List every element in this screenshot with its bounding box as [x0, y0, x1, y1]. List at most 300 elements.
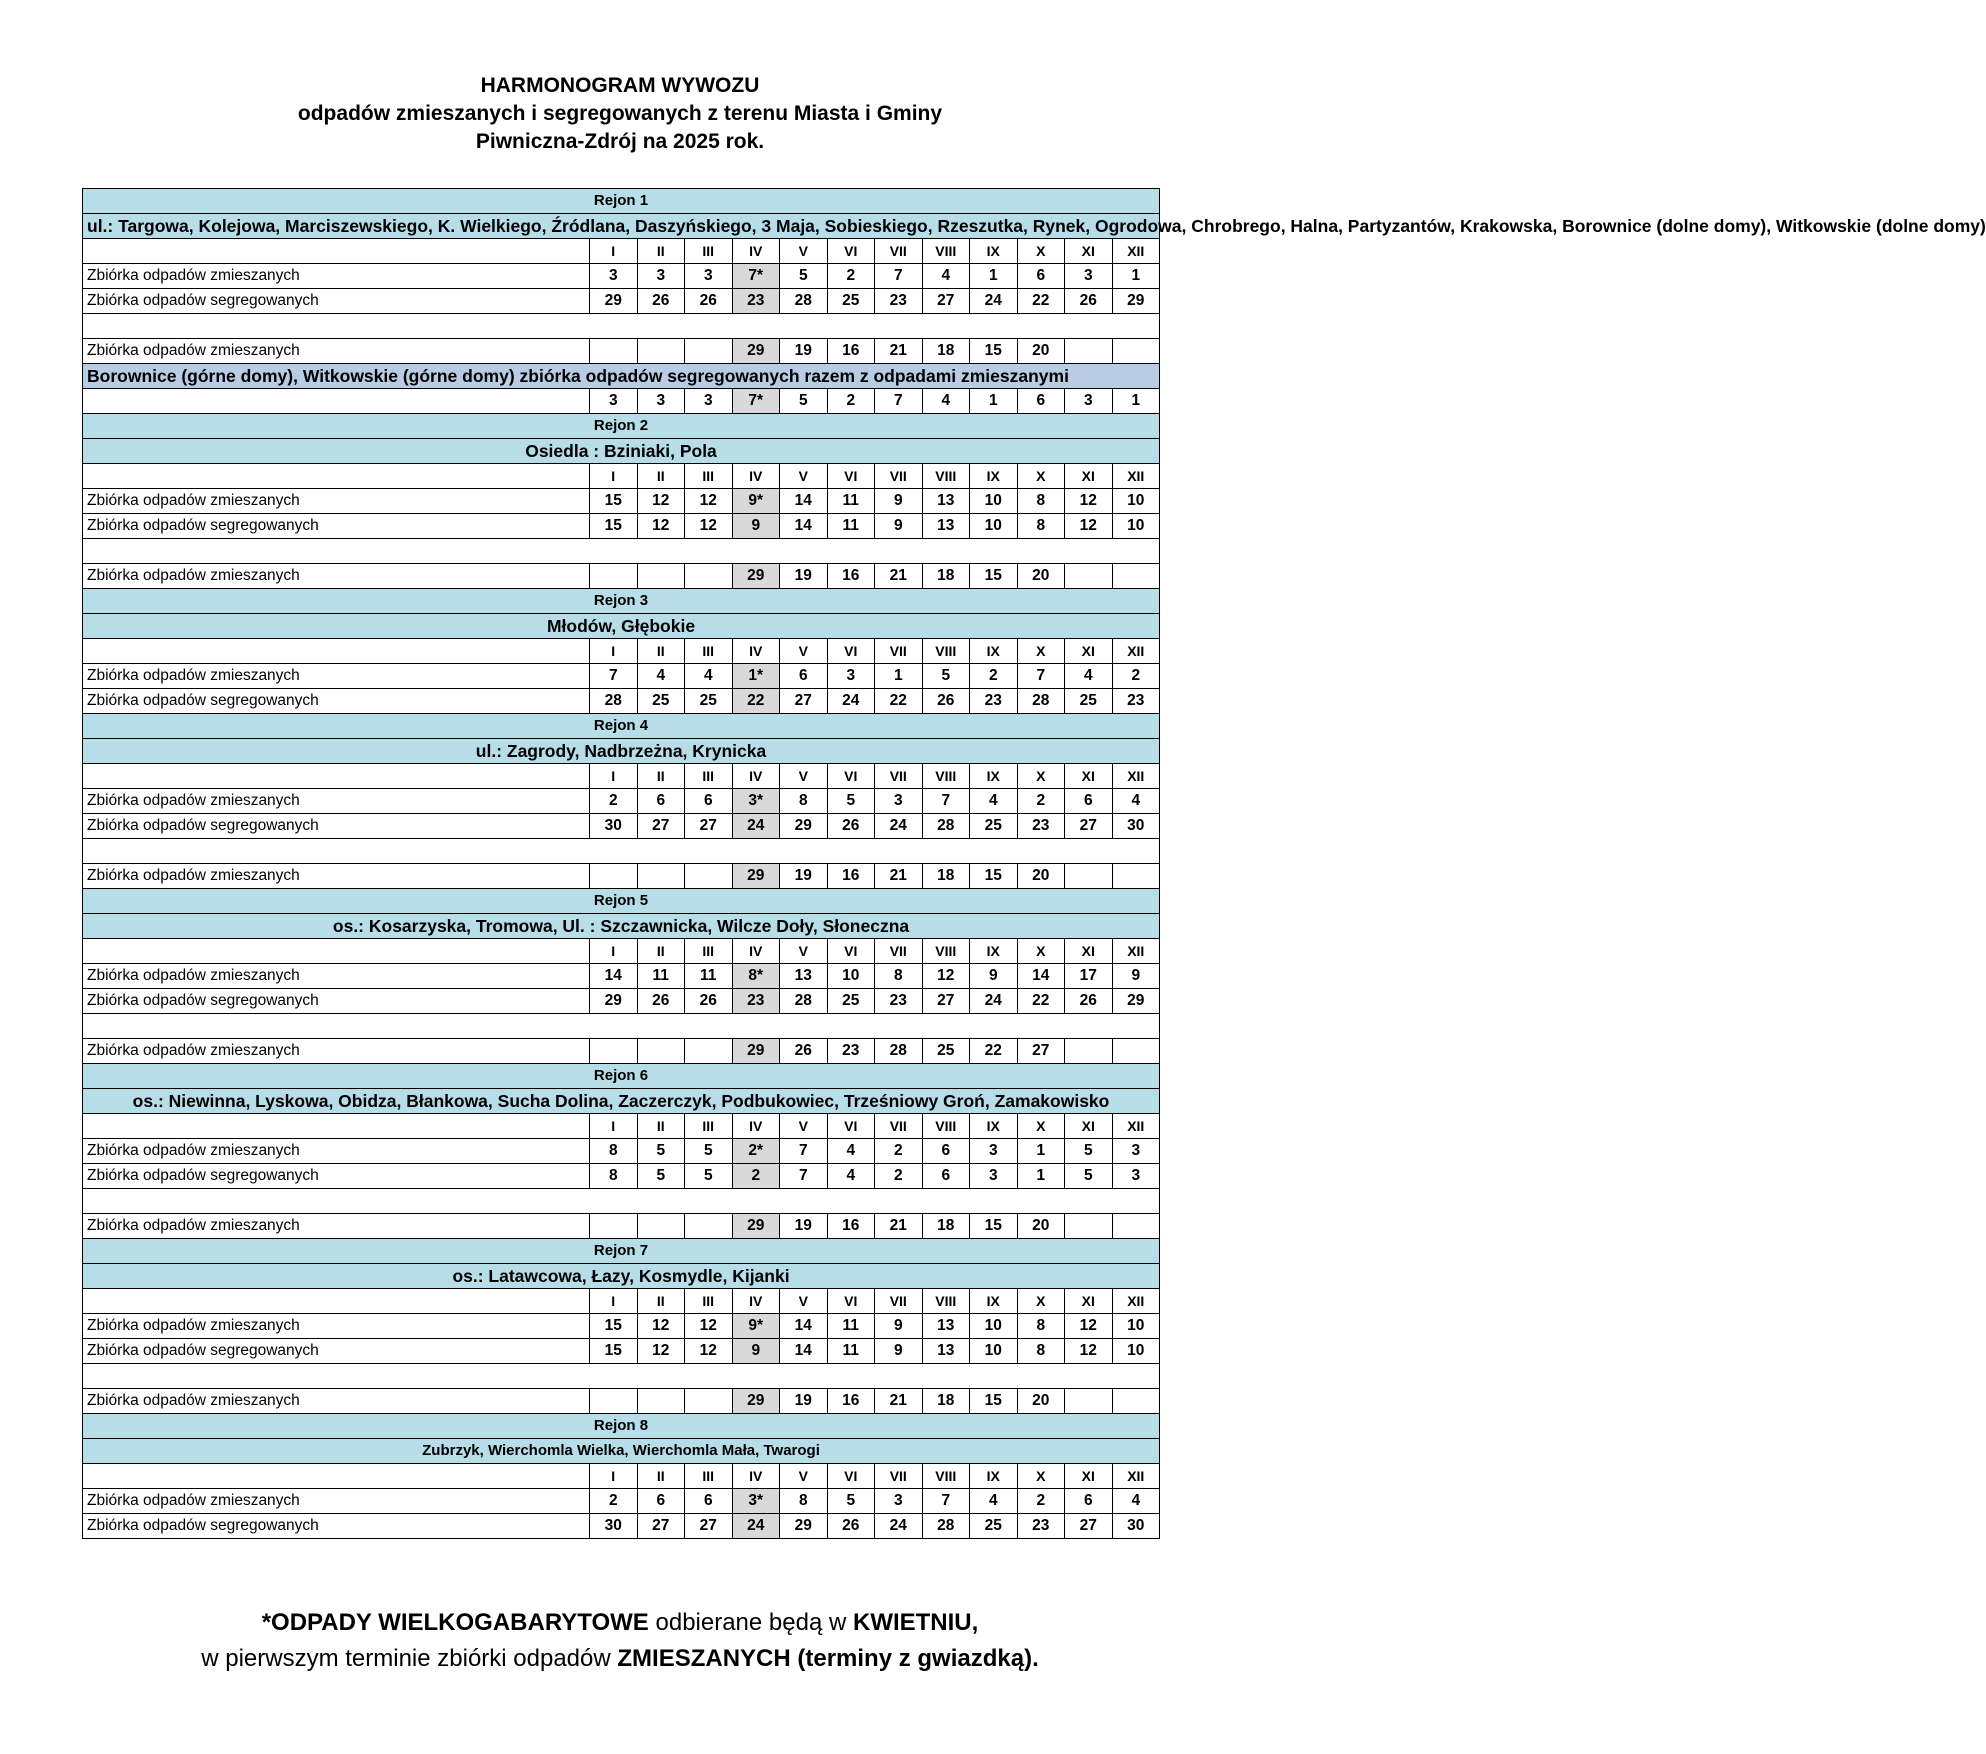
month-header: XII	[1112, 464, 1160, 489]
day-cell: 10	[1112, 514, 1160, 539]
row-label: Zbiórka odpadów zmieszanych	[83, 1389, 590, 1414]
month-header: VII	[875, 464, 923, 489]
day-cell: 7	[1017, 664, 1065, 689]
region-title: Rejon 4	[83, 714, 1160, 739]
row-label: Zbiórka odpadów zmieszanych	[83, 864, 590, 889]
footer-note	[0, 1605, 1240, 1677]
month-header: IX	[970, 639, 1018, 664]
day-cell: 5	[780, 264, 828, 289]
month-header: I	[590, 639, 638, 664]
day-cell	[685, 339, 733, 364]
day-cell: 7	[875, 264, 923, 289]
day-cell	[1112, 864, 1160, 889]
day-cell: 4	[637, 664, 685, 689]
month-header: III	[685, 239, 733, 264]
day-cell: 2	[1017, 1489, 1065, 1514]
day-cell: 19	[780, 339, 828, 364]
day-cell: 25	[1065, 689, 1113, 714]
month-header: IV	[732, 1464, 780, 1489]
row-label: Zbiórka odpadów zmieszanych	[83, 264, 590, 289]
special-spacer	[83, 389, 590, 414]
day-cell: 14	[780, 489, 828, 514]
month-header: VI	[827, 1464, 875, 1489]
day-cell: 24	[732, 814, 780, 839]
day-cell: 21	[875, 864, 923, 889]
day-cell	[590, 564, 638, 589]
day-cell: 5	[685, 1139, 733, 1164]
region-streets: os.: Kosarzyska, Tromowa, Ul. : Szczawnicka, Wilcze Doły, Słoneczna	[83, 914, 1160, 939]
month-header: VIII	[922, 1289, 970, 1314]
month-header: I	[590, 764, 638, 789]
day-cell: 18	[922, 1389, 970, 1414]
day-cell: 24	[875, 1514, 923, 1539]
day-cell: 10	[970, 514, 1018, 539]
day-cell: 29	[732, 339, 780, 364]
footer-line-2	[0, 1641, 1240, 1677]
day-cell: 28	[922, 1514, 970, 1539]
month-header: V	[780, 939, 828, 964]
row-label: Zbiórka odpadów zmieszanych	[83, 664, 590, 689]
month-header: VIII	[922, 639, 970, 664]
region-streets-row	[83, 1264, 1160, 1289]
month-header: VI	[827, 639, 875, 664]
day-cell: 25	[637, 689, 685, 714]
month-header: VI	[827, 239, 875, 264]
month-header-spacer	[83, 639, 590, 664]
day-cell: 12	[1065, 1339, 1113, 1364]
day-cell: 16	[827, 864, 875, 889]
day-cell	[1065, 339, 1113, 364]
month-header-spacer	[83, 939, 590, 964]
day-cell: 3	[875, 789, 923, 814]
day-cell: 13	[780, 964, 828, 989]
day-cell: 9*	[732, 1314, 780, 1339]
month-header-row	[83, 939, 1160, 964]
day-cell: 4	[970, 1489, 1018, 1514]
region-streets-row	[83, 1439, 1160, 1464]
day-cell	[1112, 1389, 1160, 1414]
day-cell: 26	[1065, 289, 1113, 314]
day-cell: 15	[970, 339, 1018, 364]
month-header: XI	[1065, 239, 1113, 264]
day-cell: 6	[1017, 264, 1065, 289]
footer-text-1: odbierane będą w	[648, 1609, 853, 1636]
day-cell: 30	[1112, 814, 1160, 839]
month-header: XI	[1065, 764, 1113, 789]
month-header: VII	[875, 764, 923, 789]
day-cell: 21	[875, 564, 923, 589]
day-cell: 4	[922, 389, 970, 414]
month-header: IX	[970, 1464, 1018, 1489]
day-cell: 2	[1017, 789, 1065, 814]
day-cell: 28	[875, 1039, 923, 1064]
day-cell: 10	[827, 964, 875, 989]
day-cell: 20	[1017, 339, 1065, 364]
day-cell: 7	[780, 1164, 828, 1189]
day-cell: 7	[875, 389, 923, 414]
day-cell: 26	[780, 1039, 828, 1064]
day-cell: 6	[1017, 389, 1065, 414]
day-cell: 1	[970, 389, 1018, 414]
day-cell: 6	[1065, 1489, 1113, 1514]
month-header-row	[83, 464, 1160, 489]
day-cell: 14	[780, 514, 828, 539]
day-cell: 7*	[732, 264, 780, 289]
month-header: VII	[875, 1114, 923, 1139]
day-cell: 5	[922, 664, 970, 689]
day-cell: 21	[875, 1214, 923, 1239]
special-values-row	[83, 389, 1160, 414]
month-header: XI	[1065, 464, 1113, 489]
region-streets-row	[83, 214, 1160, 239]
region-streets: Zubrzyk, Wierchomla Wielka, Wierchomla Mała, Twarogi	[83, 1439, 1160, 1464]
day-cell: 26	[827, 814, 875, 839]
month-header: II	[637, 639, 685, 664]
day-cell: 24	[827, 689, 875, 714]
month-header: V	[780, 1289, 828, 1314]
day-cell: 2	[732, 1164, 780, 1189]
month-header: IX	[970, 464, 1018, 489]
region-title: Rejon 1	[83, 189, 1160, 214]
month-header: IV	[732, 239, 780, 264]
day-cell: 26	[637, 989, 685, 1014]
extra-mixed-row	[83, 864, 1160, 889]
day-cell: 27	[637, 814, 685, 839]
day-cell: 10	[1112, 489, 1160, 514]
month-header: IV	[732, 939, 780, 964]
day-cell: 1	[970, 264, 1018, 289]
day-cell: 1	[875, 664, 923, 689]
month-header: XII	[1112, 1289, 1160, 1314]
day-cell	[685, 1039, 733, 1064]
region-streets-row	[83, 739, 1160, 764]
day-cell: 25	[970, 814, 1018, 839]
day-cell: 8	[1017, 1339, 1065, 1364]
day-cell: 4	[1112, 1489, 1160, 1514]
day-cell: 11	[827, 1339, 875, 1364]
day-cell: 3	[590, 389, 638, 414]
month-header: IX	[970, 239, 1018, 264]
day-cell: 13	[922, 489, 970, 514]
day-cell: 3	[637, 264, 685, 289]
blank-cell	[83, 839, 1160, 864]
month-header: X	[1017, 464, 1065, 489]
month-header: VII	[875, 639, 923, 664]
month-header-spacer	[83, 1289, 590, 1314]
day-cell: 14	[1017, 964, 1065, 989]
day-cell: 16	[827, 564, 875, 589]
extra-mixed-row	[83, 564, 1160, 589]
day-cell: 3	[637, 389, 685, 414]
footer-text-2: w pierwszym terminie zbiórki odpadów	[201, 1645, 618, 1672]
day-cell: 11	[685, 964, 733, 989]
day-cell	[637, 1039, 685, 1064]
month-header: IX	[970, 1289, 1018, 1314]
row-label: Zbiórka odpadów zmieszanych	[83, 1214, 590, 1239]
day-cell: 13	[922, 514, 970, 539]
month-header: V	[780, 239, 828, 264]
day-cell: 10	[1112, 1314, 1160, 1339]
day-cell: 28	[1017, 689, 1065, 714]
month-header: X	[1017, 1289, 1065, 1314]
day-cell	[1065, 1214, 1113, 1239]
day-cell: 20	[1017, 1214, 1065, 1239]
day-cell: 3*	[732, 1489, 780, 1514]
month-header: I	[590, 939, 638, 964]
day-cell: 25	[922, 1039, 970, 1064]
day-cell: 6	[685, 789, 733, 814]
day-cell: 20	[1017, 564, 1065, 589]
day-cell: 29	[732, 1214, 780, 1239]
day-cell: 1	[1112, 389, 1160, 414]
day-cell: 23	[875, 289, 923, 314]
day-cell: 2*	[732, 1139, 780, 1164]
day-cell	[590, 1389, 638, 1414]
month-header: XI	[1065, 1114, 1113, 1139]
day-cell: 29	[590, 989, 638, 1014]
mixed-row	[83, 789, 1160, 814]
month-header-spacer	[83, 239, 590, 264]
day-cell: 9	[1112, 964, 1160, 989]
day-cell: 3	[685, 389, 733, 414]
month-header-row	[83, 1289, 1160, 1314]
day-cell: 26	[685, 989, 733, 1014]
month-header: XI	[1065, 939, 1113, 964]
day-cell: 3	[1112, 1164, 1160, 1189]
month-header: II	[637, 764, 685, 789]
region-title: Rejon 6	[83, 1064, 1160, 1089]
day-cell: 21	[875, 339, 923, 364]
day-cell: 29	[1112, 989, 1160, 1014]
month-header: IV	[732, 1114, 780, 1139]
day-cell: 1	[1112, 264, 1160, 289]
month-header: IV	[732, 639, 780, 664]
month-header-row	[83, 764, 1160, 789]
region-title-row	[83, 1239, 1160, 1264]
day-cell: 5	[827, 789, 875, 814]
day-cell	[685, 1214, 733, 1239]
day-cell: 8	[590, 1164, 638, 1189]
day-cell: 23	[1017, 814, 1065, 839]
day-cell: 12	[685, 1314, 733, 1339]
segregated-row	[83, 1514, 1160, 1539]
region-title: Rejon 8	[83, 1414, 1160, 1439]
blank-cell	[83, 1364, 1160, 1389]
day-cell: 4	[922, 264, 970, 289]
day-cell: 20	[1017, 1389, 1065, 1414]
day-cell: 23	[1017, 1514, 1065, 1539]
day-cell: 8	[1017, 489, 1065, 514]
month-header: II	[637, 239, 685, 264]
day-cell: 1*	[732, 664, 780, 689]
month-header: III	[685, 1114, 733, 1139]
row-label: Zbiórka odpadów zmieszanych	[83, 964, 590, 989]
day-cell: 25	[685, 689, 733, 714]
special-collection-note-row	[83, 364, 1160, 389]
day-cell: 17	[1065, 964, 1113, 989]
day-cell	[590, 339, 638, 364]
day-cell: 27	[637, 1514, 685, 1539]
day-cell	[685, 564, 733, 589]
day-cell: 15	[590, 514, 638, 539]
day-cell: 25	[827, 989, 875, 1014]
day-cell: 28	[590, 689, 638, 714]
day-cell: 5	[685, 1164, 733, 1189]
day-cell: 3	[685, 264, 733, 289]
segregated-row	[83, 689, 1160, 714]
month-header: IV	[732, 1289, 780, 1314]
day-cell: 24	[970, 989, 1018, 1014]
month-header: X	[1017, 239, 1065, 264]
month-header: III	[685, 764, 733, 789]
day-cell: 23	[875, 989, 923, 1014]
day-cell: 19	[780, 1214, 828, 1239]
day-cell: 11	[827, 489, 875, 514]
month-header: IX	[970, 764, 1018, 789]
day-cell: 23	[970, 689, 1018, 714]
day-cell	[637, 1214, 685, 1239]
month-header: X	[1017, 639, 1065, 664]
region-streets: ul.: Targowa, Kolejowa, Marciszewskiego, K. Wielkiego, Źródlana, Daszyńskiego, 3 Maja, Sobieskiego, Rzeszutka, Rynek, Ogrodowa, Chrobrego, Halna, Partyzantów, Krakowska, Borownice (dolne domy), Witkowskie (dolne domy)	[83, 214, 1160, 239]
month-header: XI	[1065, 1289, 1113, 1314]
region-title: Rejon 2	[83, 414, 1160, 439]
day-cell: 12	[685, 1339, 733, 1364]
day-cell: 2	[1112, 664, 1160, 689]
region-title-row	[83, 714, 1160, 739]
day-cell: 29	[1112, 289, 1160, 314]
day-cell: 15	[590, 489, 638, 514]
month-header: VII	[875, 1464, 923, 1489]
region-streets-row	[83, 1089, 1160, 1114]
row-label: Zbiórka odpadów zmieszanych	[83, 1489, 590, 1514]
month-header: II	[637, 1289, 685, 1314]
day-cell: 26	[827, 1514, 875, 1539]
day-cell: 5	[827, 1489, 875, 1514]
day-cell: 12	[637, 514, 685, 539]
day-cell: 8	[780, 1489, 828, 1514]
row-label: Zbiórka odpadów segregowanych	[83, 1164, 590, 1189]
extra-mixed-row	[83, 339, 1160, 364]
day-cell: 3	[1112, 1139, 1160, 1164]
day-cell	[1112, 339, 1160, 364]
day-cell: 22	[875, 689, 923, 714]
segregated-row	[83, 289, 1160, 314]
day-cell: 3	[875, 1489, 923, 1514]
day-cell: 27	[1065, 1514, 1113, 1539]
row-label: Zbiórka odpadów segregowanych	[83, 814, 590, 839]
region-streets: Osiedla : Bziniaki, Pola	[83, 439, 1160, 464]
day-cell: 16	[827, 339, 875, 364]
day-cell: 3	[970, 1164, 1018, 1189]
day-cell: 3	[827, 664, 875, 689]
month-header: III	[685, 464, 733, 489]
day-cell: 26	[685, 289, 733, 314]
region-streets: os.: Niewinna, Lyskowa, Obidza, Błankowa, Sucha Dolina, Zaczerczyk, Podbukowiec, Trześniowy Groń, Zamakowisko	[83, 1089, 1160, 1114]
month-header: IX	[970, 1114, 1018, 1139]
day-cell: 12	[637, 1314, 685, 1339]
day-cell: 26	[637, 289, 685, 314]
day-cell: 29	[732, 1039, 780, 1064]
day-cell	[1112, 564, 1160, 589]
day-cell: 10	[970, 489, 1018, 514]
month-header: VI	[827, 939, 875, 964]
month-header: XII	[1112, 939, 1160, 964]
day-cell: 16	[827, 1389, 875, 1414]
extra-mixed-row	[83, 1214, 1160, 1239]
month-header: VII	[875, 1289, 923, 1314]
row-label: Zbiórka odpadów zmieszanych	[83, 1039, 590, 1064]
day-cell: 5	[780, 389, 828, 414]
day-cell: 7	[780, 1139, 828, 1164]
day-cell: 25	[827, 289, 875, 314]
row-label: Zbiórka odpadów zmieszanych	[83, 789, 590, 814]
month-header: IX	[970, 939, 1018, 964]
day-cell: 8	[590, 1139, 638, 1164]
day-cell: 27	[780, 689, 828, 714]
region-title-row	[83, 889, 1160, 914]
month-header: VIII	[922, 939, 970, 964]
day-cell: 9*	[732, 489, 780, 514]
blank-row	[83, 1014, 1160, 1039]
day-cell: 15	[970, 864, 1018, 889]
day-cell: 15	[590, 1339, 638, 1364]
day-cell: 14	[780, 1314, 828, 1339]
month-header: X	[1017, 764, 1065, 789]
day-cell: 3	[1065, 389, 1113, 414]
month-header: X	[1017, 939, 1065, 964]
day-cell: 22	[1017, 289, 1065, 314]
day-cell: 12	[685, 514, 733, 539]
day-cell: 2	[590, 789, 638, 814]
day-cell: 3	[590, 264, 638, 289]
day-cell: 6	[780, 664, 828, 689]
day-cell: 6	[637, 789, 685, 814]
month-header: III	[685, 1464, 733, 1489]
day-cell: 10	[970, 1339, 1018, 1364]
day-cell: 3	[1065, 264, 1113, 289]
mixed-row	[83, 1139, 1160, 1164]
title-line-1: HARMONOGRAM WYWOZU	[480, 74, 760, 97]
month-header: XII	[1112, 1114, 1160, 1139]
day-cell	[1065, 1389, 1113, 1414]
region-streets-row	[83, 614, 1160, 639]
month-header: III	[685, 939, 733, 964]
day-cell: 13	[922, 1314, 970, 1339]
day-cell: 23	[732, 289, 780, 314]
month-header-spacer	[83, 1464, 590, 1489]
month-header: I	[590, 1114, 638, 1139]
day-cell: 9	[732, 1339, 780, 1364]
month-header: V	[780, 639, 828, 664]
day-cell: 12	[1065, 489, 1113, 514]
day-cell: 7	[590, 664, 638, 689]
day-cell: 18	[922, 1214, 970, 1239]
day-cell: 21	[875, 1389, 923, 1414]
month-header: VIII	[922, 1464, 970, 1489]
day-cell: 10	[970, 1314, 1018, 1339]
day-cell: 6	[922, 1139, 970, 1164]
day-cell: 18	[922, 339, 970, 364]
month-header-spacer	[83, 1114, 590, 1139]
day-cell: 4	[827, 1164, 875, 1189]
day-cell: 15	[590, 1314, 638, 1339]
day-cell	[1065, 1039, 1113, 1064]
day-cell	[685, 1389, 733, 1414]
row-label: Zbiórka odpadów zmieszanych	[83, 564, 590, 589]
month-header: II	[637, 1464, 685, 1489]
day-cell: 28	[780, 289, 828, 314]
day-cell: 26	[922, 689, 970, 714]
